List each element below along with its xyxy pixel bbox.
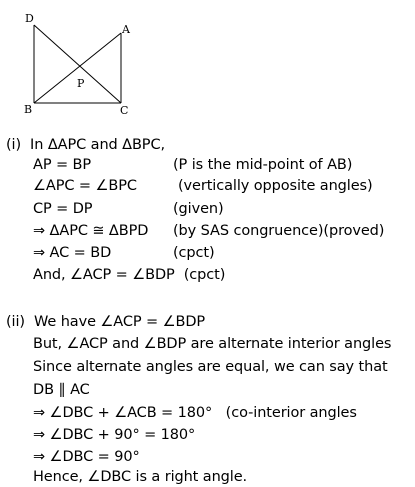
reason-sas: (by SAS congruence)(proved): [173, 223, 385, 239]
segment-dc: [34, 25, 121, 103]
statement-co-interior: ⇒ ∠DBC + ∠ACB = 180° (co-interior angles: [33, 405, 357, 421]
label-d: D: [25, 12, 34, 25]
statement-since-equal: Since alternate angles are equal, we can say that: [33, 359, 388, 375]
label-a: A: [122, 23, 130, 36]
label-b: B: [24, 103, 33, 116]
part-ii-heading: (ii) We have ∠ACP = ∠BDP: [6, 314, 206, 330]
statement-acp-bdp: And, ∠ACP = ∠BDP (cpct): [33, 267, 226, 283]
statement-cp-dp: CP = DP: [33, 201, 93, 217]
statement-apc-bpc: ∠APC = ∠BPC: [33, 178, 137, 194]
statement-congruence: ⇒ ΔAPC ≅ ΔBPD: [33, 223, 149, 239]
statement-db-parallel-ac: DB ∥ AC: [33, 382, 90, 398]
statement-alternate-angles: But, ∠ACP and ∠BDP are alternate interior angles: [33, 336, 392, 352]
geometry-figure: [0, 0, 150, 118]
reason-midpoint: (P is the mid-point of AB): [173, 157, 353, 173]
statement-dbc-90: ⇒ ∠DBC = 90°: [33, 449, 140, 465]
segment-ba: [34, 33, 121, 103]
conclusion-right-angle: Hence, ∠DBC is a right angle.: [33, 469, 248, 485]
part-i-heading: (i) In ΔAPC and ΔBPC,: [6, 137, 165, 153]
statement-ac-bd: ⇒ AC = BD: [33, 245, 112, 261]
reason-vertically-opposite: (vertically opposite angles): [178, 178, 373, 194]
reason-given: (given): [173, 201, 224, 217]
label-c: C: [120, 104, 129, 117]
label-p: P: [77, 77, 85, 90]
reason-cpct: (cpct): [173, 245, 215, 261]
statement-ap-bp: AP = BP: [33, 157, 92, 173]
statement-dbc-plus-90: ⇒ ∠DBC + 90° = 180°: [33, 427, 196, 443]
